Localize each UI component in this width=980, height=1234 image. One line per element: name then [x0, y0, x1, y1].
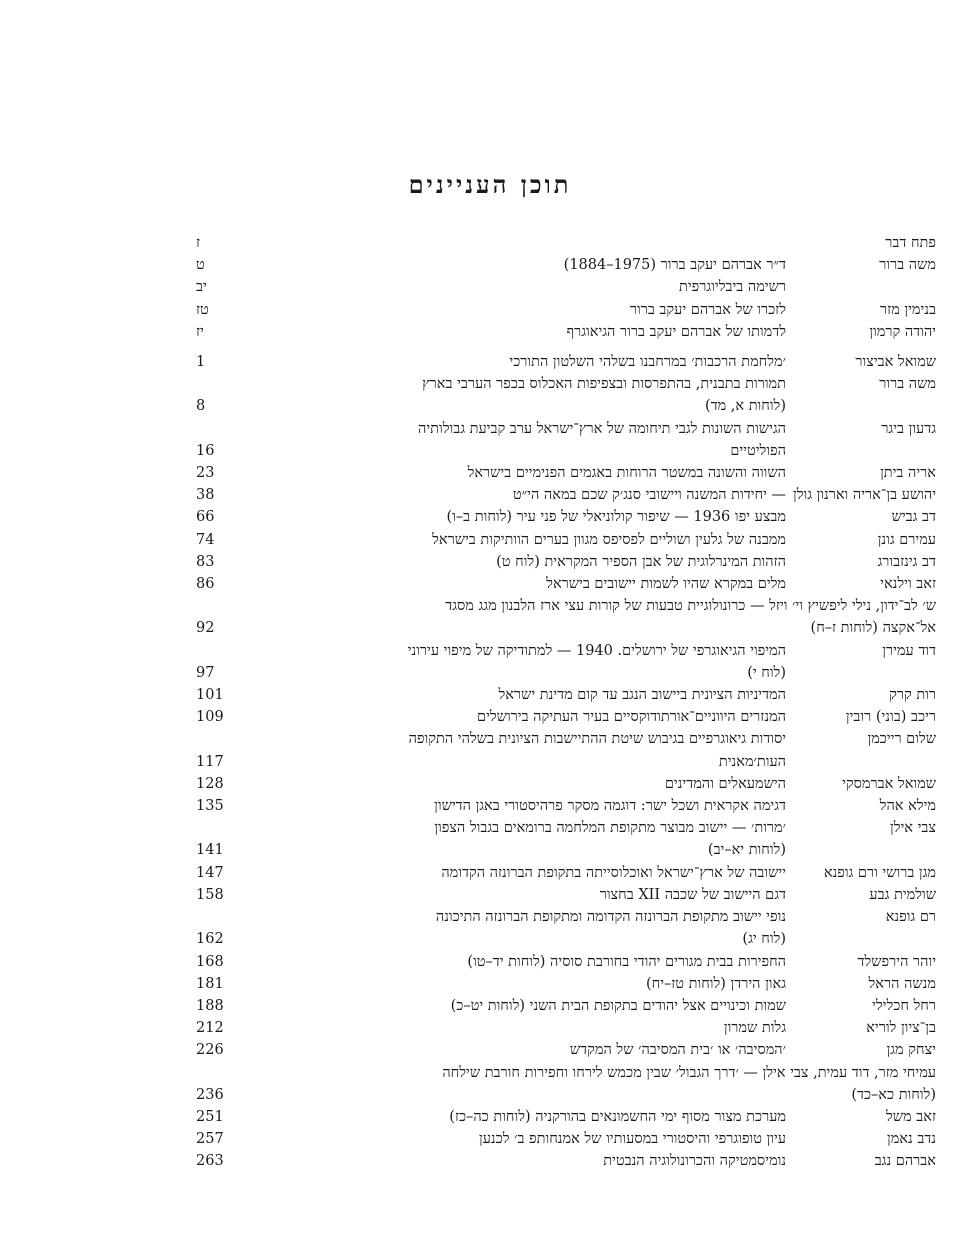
toc-author: דב גביש	[891, 509, 936, 526]
toc-title-line: לדמותו של אברהם יעקב ברור הגיאוגרף	[566, 323, 786, 340]
toc-entry	[196, 506, 936, 528]
toc-entry-title	[276, 640, 786, 684]
toc-entry-title	[276, 551, 786, 573]
toc-title-line: (לוחות א, מד)	[704, 398, 786, 415]
toc-page-number: 117	[196, 753, 224, 770]
toc-title-line: (לוח יג)	[742, 931, 786, 948]
toc-author: ריכב (בוני) רובין	[845, 709, 936, 726]
toc-entry-title	[276, 232, 786, 254]
toc-title-line: עמיחי מזר, דוד עמית, צבי אילן — ׳דרך הגבול׳ שבין מכמש לירחו וחפירות חורבת שילחה	[442, 1064, 936, 1081]
toc-entry-title	[276, 773, 786, 795]
toc-title-line: אל־אקצה (לוחות ז–ח)	[810, 620, 936, 637]
toc-page-number: 212	[196, 1020, 224, 1037]
toc-author: בנימין מזר	[880, 301, 936, 318]
toc-page-number: 8	[196, 398, 206, 415]
toc-author: דב גינזבורג	[877, 553, 936, 570]
toc-entry	[196, 595, 936, 639]
toc-entry	[196, 906, 936, 950]
toc-page-number: 83	[196, 553, 215, 570]
toc-title-line: מלים במקרא שהיו לשמות יישובים בישראל	[546, 576, 786, 593]
toc-page-number: 236	[196, 1086, 224, 1103]
toc-entry	[196, 773, 936, 795]
toc-entry	[196, 1062, 936, 1106]
toc-author: עמירם גונן	[877, 531, 936, 548]
toc-entry	[196, 462, 936, 484]
toc-entry	[196, 254, 936, 276]
toc-author: יצחק מגן	[886, 1042, 936, 1059]
toc-author: יהודה קרמון	[869, 323, 936, 340]
toc-entry	[196, 1128, 936, 1150]
toc-author: דוד עמירן	[882, 642, 936, 659]
toc-page-number: ט	[196, 257, 205, 274]
toc-page-number: 128	[196, 775, 224, 792]
toc-entry	[196, 728, 936, 772]
toc-entry	[196, 321, 936, 343]
toc-page-number: ז	[196, 235, 201, 251]
toc-page-number: 23	[196, 465, 215, 482]
toc-page-number: 251	[196, 1108, 224, 1125]
toc-entry-title	[276, 573, 786, 595]
toc-author: מנשה הראל	[868, 975, 936, 992]
toc-title-line: ש׳ לב־ידון, נילי ליפשיץ וי׳ ויזל — כרונולוגיית טבעות של קורות עצי ארז הלבנון מגג מסגד	[445, 598, 936, 615]
toc-page-number: 162	[196, 931, 224, 948]
toc-title-line: הפוליטיים	[730, 442, 786, 459]
toc-title-line: המנזרים היווניים־אורתודוקסיים בעיר העתיקה בירושלים	[477, 709, 786, 726]
toc-entry	[196, 640, 936, 684]
toc-page-number: טז	[196, 301, 209, 318]
toc-page-number: 158	[196, 886, 224, 903]
toc-entry	[196, 351, 936, 373]
toc-page-number: 86	[196, 576, 215, 593]
toc-author: אברהם נגב	[874, 1153, 936, 1170]
toc-entry-title	[276, 684, 786, 706]
toc-title-line: ׳המסיבה׳ או ׳בית המסיבה׳ של המקדש	[569, 1042, 786, 1059]
toc-title-line: נופי יישוב מתקופת הברונזה הקדומה ומתקופת הברונזה התיכונה	[435, 909, 786, 926]
toc-entry	[196, 995, 936, 1017]
toc-page-number: 226	[196, 1042, 224, 1059]
toc-entry-title	[276, 1017, 786, 1039]
toc-page-number: 135	[196, 798, 224, 815]
toc-title-line: דגימה אקראית ושכל ישר: דוגמה מסקר פרהיסטורי באגן הדישון	[434, 798, 786, 815]
toc-author: אריה ביתן	[880, 465, 936, 482]
toc-page-number: 188	[196, 997, 224, 1014]
toc-title-line	[276, 232, 786, 254]
toc-entry	[196, 276, 936, 298]
toc-entry	[196, 951, 936, 973]
toc-entry-title	[276, 1128, 786, 1150]
toc-entry	[196, 484, 936, 506]
toc-author	[786, 276, 936, 298]
toc-entry	[196, 884, 936, 906]
toc-entry-title	[276, 1106, 786, 1128]
toc-page-number: 141	[196, 842, 224, 859]
toc-title-line: יישובה של ארץ־ישראל ואוכלוסייתה בתקופת הברונזה הקדומה	[441, 864, 786, 881]
toc-entry	[196, 373, 936, 417]
toc-entry-title	[276, 299, 786, 321]
toc-entry-title	[276, 373, 786, 417]
toc-author: יוהר הירפשלד	[857, 953, 936, 970]
toc-entry	[196, 299, 936, 321]
toc-page-number: 109	[196, 709, 224, 726]
toc-author: זאב וילנאי	[880, 576, 936, 593]
toc-title-line: עיון טופוגרפי והיסטורי במסעותיו של אמנחותפ ב׳ לכנען	[479, 1131, 786, 1148]
toc-title-line: הישמעאלים והמדינים	[664, 775, 786, 792]
toc-author: רות קרק	[889, 687, 936, 704]
toc-entry-title	[276, 728, 786, 772]
toc-entry	[196, 706, 936, 728]
toc-page-number: 38	[196, 487, 215, 504]
toc-entry	[196, 573, 936, 595]
toc-entry	[196, 862, 936, 884]
toc-title-line: — יחידות המשנה ויישובי סנג׳ק שכם במאה הי״ט	[512, 487, 786, 504]
toc-title-line: (לוחות יא–יב)	[707, 842, 786, 859]
page-title: תוכן העניינים	[408, 170, 572, 199]
toc-entry	[196, 551, 936, 573]
toc-title-line: תמורות בתבנית, בהתפרסות ובצפיפות האכלוס בכפר הערבי בארץ	[422, 376, 786, 393]
toc-page-number: 16	[196, 442, 215, 459]
toc-page-number: יז	[196, 323, 204, 340]
toc-author: משה ברור	[879, 257, 936, 274]
toc-entry-title	[276, 1039, 786, 1061]
toc-author: משה ברור	[879, 376, 936, 393]
toc-author: נדב נאמן	[887, 1131, 936, 1148]
toc-author: רחל חכלילי	[872, 997, 936, 1014]
toc-entry	[196, 973, 936, 995]
toc-title-line: דגם היישוב של שכבה XII בחצור	[599, 886, 786, 903]
toc-entry	[196, 1039, 936, 1061]
toc-page-number: 101	[196, 687, 224, 704]
toc-author: זאב משל	[886, 1108, 936, 1125]
toc-title-line: החפירות בבית מגורים יהודי בחורבת סוסיה (לוחות יד–טו)	[467, 953, 786, 970]
toc-title-line: נומיסמטיקה והכרונולוגיה הנבטית	[603, 1153, 786, 1170]
toc-title-line: לזכרו של אברהם יעקב ברור	[629, 301, 786, 318]
toc-entry	[196, 418, 936, 462]
toc-entry-title	[276, 1150, 786, 1172]
toc-entry	[196, 684, 936, 706]
toc-entry	[196, 817, 936, 861]
toc-author: רם גופנא	[885, 909, 936, 926]
toc-page-number: 263	[196, 1153, 224, 1170]
toc-entry-title	[276, 951, 786, 973]
toc-page-number: 74	[196, 531, 215, 548]
toc-author: מילא אהל	[879, 798, 936, 815]
toc-author: גדעון ביגר	[881, 420, 936, 437]
toc-author: שלום רייכמן	[867, 731, 936, 748]
toc-page-number: 168	[196, 953, 224, 970]
toc-title-line: הגישות השונות לגבי תיחומה של ארץ־ישראל ערב קביעת גבולותיה	[418, 420, 786, 437]
toc-entry	[196, 1150, 936, 1172]
toc-author: צבי אילן	[890, 820, 936, 837]
toc-entry-title	[276, 418, 786, 462]
toc-page-number: 181	[196, 975, 224, 992]
toc-entry-title	[276, 973, 786, 995]
toc-page-number: יב	[196, 279, 207, 296]
toc-page-number: 1	[196, 354, 206, 371]
toc-author: שמואל אברמסקי	[842, 775, 936, 792]
toc-entry-title	[276, 817, 786, 861]
toc-entry-title	[276, 1062, 936, 1106]
toc-author: בן־ציון לוריא	[866, 1020, 936, 1037]
toc-author: פתח דבר	[885, 235, 936, 251]
toc-entry-title	[276, 706, 786, 728]
toc-entry-title	[276, 862, 786, 884]
toc-title-line: שמות וכינויים אצל יהודים בתקופת הבית השני (לוחות יט–כ)	[450, 997, 786, 1014]
toc-entry-title	[276, 462, 786, 484]
toc-page-number: 97	[196, 664, 215, 681]
toc-entry	[196, 1017, 936, 1039]
toc-title-line: מבצע יפו 1936 — שיפור קולוניאלי של פני עיר (לוחות ב–ו)	[446, 509, 786, 526]
toc-page-number: 66	[196, 509, 215, 526]
toc-entry-title	[276, 254, 786, 276]
toc-author: שמואל אביצור	[855, 354, 936, 371]
toc-title-line: גלות שמרון	[723, 1020, 786, 1037]
toc-author: יהושע בן־אריה וארנון גולן	[793, 487, 936, 504]
toc-page-number: 92	[196, 620, 215, 637]
toc-title-line: מערכת מצור מסוף ימי החשמונאים בהורקניה (לוחות כה–כז)	[449, 1108, 786, 1125]
toc-entry-title	[276, 529, 786, 551]
toc-title-line: יסודות גיאוגרפיים בגיבוש שיטת ההתיישבות הציונית בשלהי התקופה	[408, 731, 786, 748]
toc-title-line: השווה והשונה במשטר הרוחות באגמים הפנימיים בישראל	[467, 465, 786, 482]
toc-entry-title	[276, 795, 786, 817]
toc-title-line: ׳מלחמת הרכבות׳ במרחבנו בשלהי השלטון התורכי	[509, 354, 786, 371]
toc-entry-title	[276, 321, 786, 343]
toc-entry-title	[276, 276, 786, 298]
toc-title-line: רשימה ביבליוגרפית	[679, 279, 786, 296]
toc-entry-title	[276, 995, 786, 1017]
toc-title-line: ד״ר אברהם יעקב ברור (1975–1884)	[563, 257, 786, 274]
toc-author: שולמית גבע	[869, 886, 936, 903]
toc-author: מגן ברושי ורם גופנא	[823, 864, 936, 881]
toc-title-line: (לוחות כא–כד)	[851, 1086, 936, 1103]
toc-entry-title	[276, 884, 786, 906]
toc-entry-title	[276, 351, 786, 373]
toc-entry-title	[276, 484, 786, 506]
toc-title-line: המיפוי הגיאוגרפי של ירושלים. 1940 — למתודיקה של מיפוי עירוני	[407, 642, 786, 659]
toc-entry	[196, 529, 936, 551]
toc-title-line: הזהות המינרלוגית של אבן הספיר המקראית (לוח ט)	[496, 553, 786, 570]
toc-list	[196, 232, 936, 1173]
toc-entry	[196, 795, 936, 817]
toc-entry	[196, 1106, 936, 1128]
toc-page-number: 147	[196, 864, 224, 881]
toc-entry	[196, 232, 936, 254]
toc-title-line: גאון הירדן (לוחות טז–יח)	[645, 975, 786, 992]
toc-entry-title	[276, 906, 786, 950]
toc-title-line: המדיניות הציונית ביישוב הנגב עד קום מדינת ישראל	[498, 687, 786, 704]
toc-entry-title	[276, 595, 936, 639]
toc-entry-title	[276, 506, 786, 528]
toc-title-line: (לוח י)	[747, 664, 786, 681]
toc-page-number: 257	[196, 1131, 224, 1148]
toc-title-line: ממבנה של גלעין ושוליים לפסיפס מגוון בערים הוותיקות בישראל	[432, 531, 786, 548]
toc-title-line: ׳מרות׳ — יישוב מבוצר מתקופת המלחמה ברומאים בגבול הצפון	[434, 820, 786, 837]
toc-title-line: העות׳מאנית	[718, 753, 786, 770]
